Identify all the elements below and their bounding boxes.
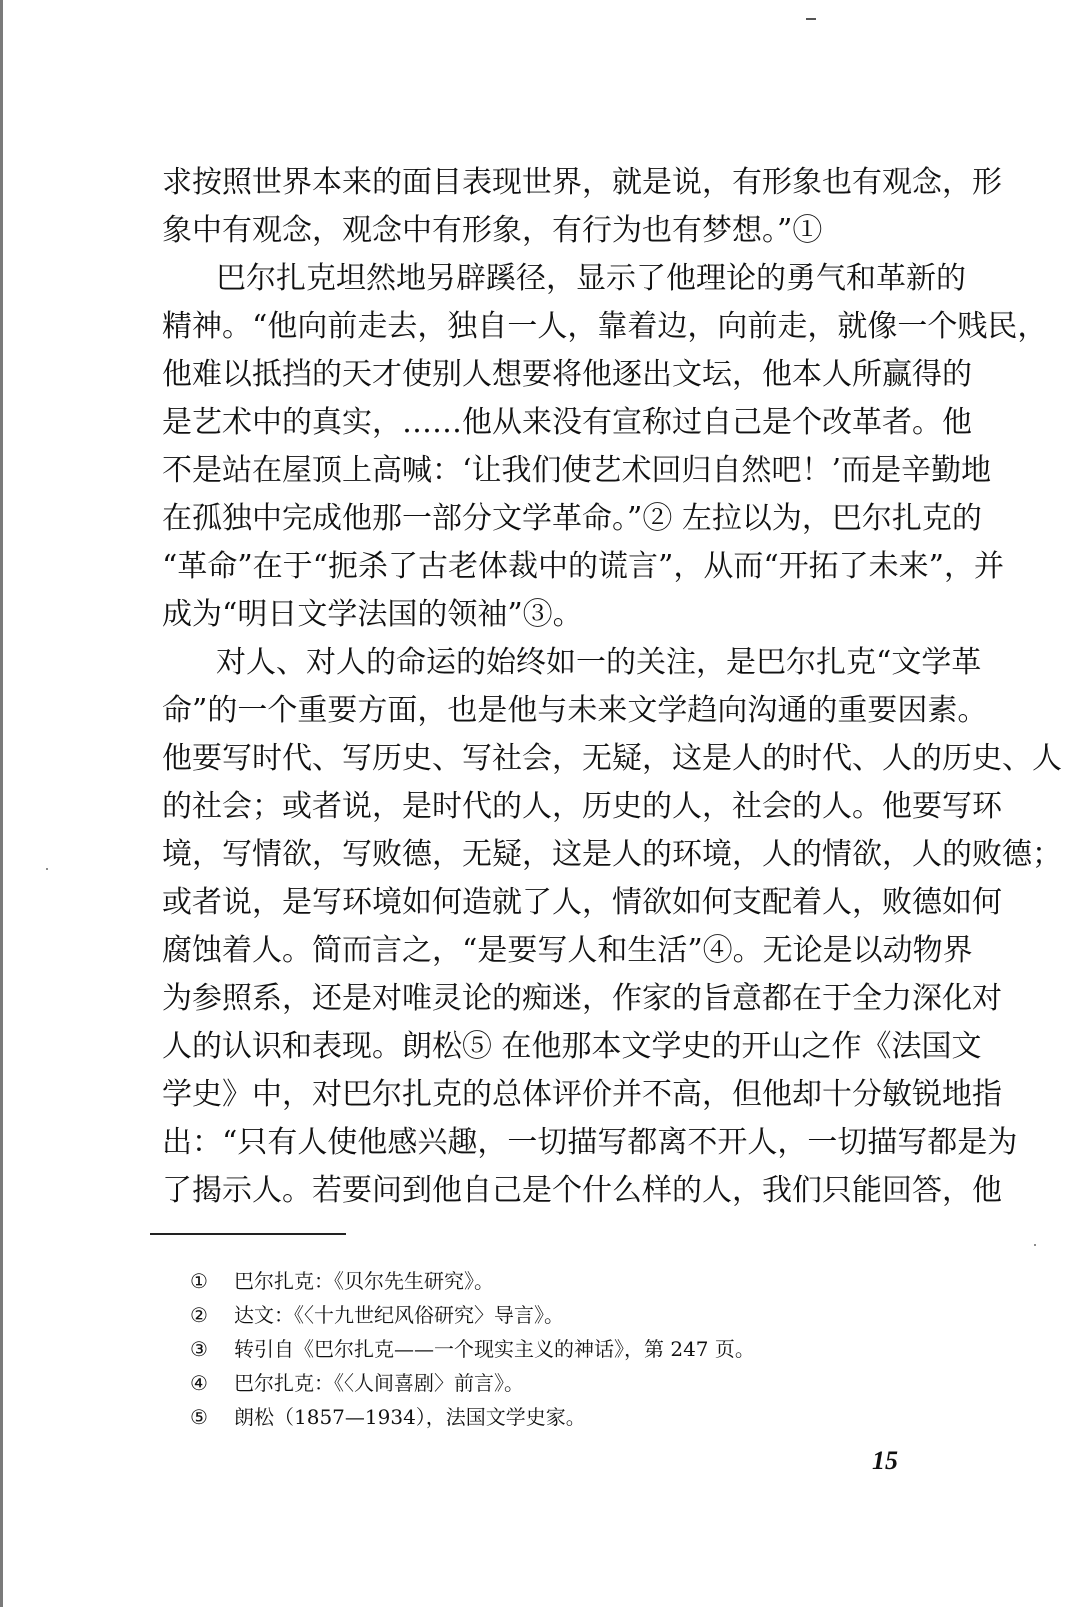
scan-speck [1034, 1244, 1036, 1246]
text-line: 巴尔扎克坦然地另辟蹊径，显示了他理论的勇气和革新的 [216, 261, 966, 296]
text-line: 境，写情欲，写败德，无疑，这是人的环境，人的情欲，人的败德； [162, 837, 1062, 872]
text-line: 命”的一个重要方面，也是他与未来文学趋向沟通的重要因素。 [162, 693, 988, 728]
text-line: “革命”在于“扼杀了古老体裁中的谎言”，从而“开拓了未来”，并 [162, 549, 1005, 584]
text-line: 腐蚀着人。简而言之，“是要写人和生活”④。无论是以动物界 [162, 933, 973, 968]
footnote-text: 朗松（1857—1934），法国文学史家。 [234, 1405, 586, 1429]
footnote-separator [150, 1233, 346, 1235]
page-edge [0, 0, 3, 1607]
text-line: 出：“只有人使他感兴趣，一切描写都离不开人，一切描写都是为 [162, 1125, 1018, 1160]
footnote-number: ④ [190, 1371, 208, 1395]
text-line: 在孤独中完成他那一部分文学革命。”② 左拉以为，巴尔扎克的 [162, 501, 982, 536]
footnote [190, 1404, 586, 1430]
footnote-text: 巴尔扎克：《贝尔先生研究》。 [234, 1269, 494, 1293]
text-line: 或者说，是写环境如何造就了人，情欲如何支配着人，败德如何 [162, 885, 1002, 920]
footnote-number: ② [190, 1303, 208, 1327]
text-line: 他要写时代、写历史、写社会，无疑，这是人的时代、人的历史、人 [162, 741, 1062, 776]
text-line: 了揭示人。若要问到他自己是个什么样的人，我们只能回答，他 [162, 1173, 1002, 1208]
text-line: 他难以抵挡的天才使别人想要将他逐出文坛，他本人所赢得的 [162, 357, 972, 392]
footnote [190, 1302, 564, 1328]
footnote-text: 达文：《〈十九世纪风俗研究〉导言》。 [234, 1303, 564, 1327]
page-number: 15 [872, 1446, 898, 1475]
footnote [190, 1268, 494, 1294]
text-line: 不是站在屋顶上高喊：‘让我们使艺术回归自然吧！’而是辛勤地 [162, 453, 992, 488]
text-line: 求按照世界本来的面目表现世界，就是说，有形象也有观念，形 [162, 165, 1002, 200]
footnote-number: ⑤ [190, 1405, 208, 1429]
scan-speck [46, 868, 48, 870]
scan-mark [806, 18, 816, 20]
footnote-text: 巴尔扎克：《〈人间喜剧〉前言》。 [234, 1371, 524, 1395]
text-line: 象中有观念，观念中有形象，有行为也有梦想。”① [162, 213, 823, 248]
text-line: 为参照系，还是对唯灵论的痴迷，作家的旨意都在于全力深化对 [162, 981, 1002, 1016]
text-line: 成为“明日文学法国的领袖”③。 [162, 597, 583, 632]
text-line: 精神。“他向前走去，独自一人，靠着边，向前走，就像一个贱民， [162, 309, 1048, 344]
footnote-text: 转引自《巴尔扎克——一个现实主义的神话》，第 247 页。 [234, 1337, 755, 1361]
footnote [190, 1336, 755, 1362]
text-line: 人的认识和表现。朗松⑤ 在他那本文学史的开山之作《法国文 [162, 1029, 982, 1064]
footnote-number: ① [190, 1269, 208, 1293]
text-line: 对人、对人的命运的始终如一的关注，是巴尔扎克“文学革 [216, 645, 982, 680]
footnote-number: ③ [190, 1337, 208, 1361]
text-line: 学史》中，对巴尔扎克的总体评价并不高，但他却十分敏锐地指 [162, 1077, 1002, 1112]
text-line: 是艺术中的真实，……他从来没有宣称过自己是个改革者。他 [162, 405, 972, 440]
text-line: 的社会；或者说，是时代的人，历史的人，社会的人。他要写环 [162, 789, 1002, 824]
footnote [190, 1370, 524, 1396]
